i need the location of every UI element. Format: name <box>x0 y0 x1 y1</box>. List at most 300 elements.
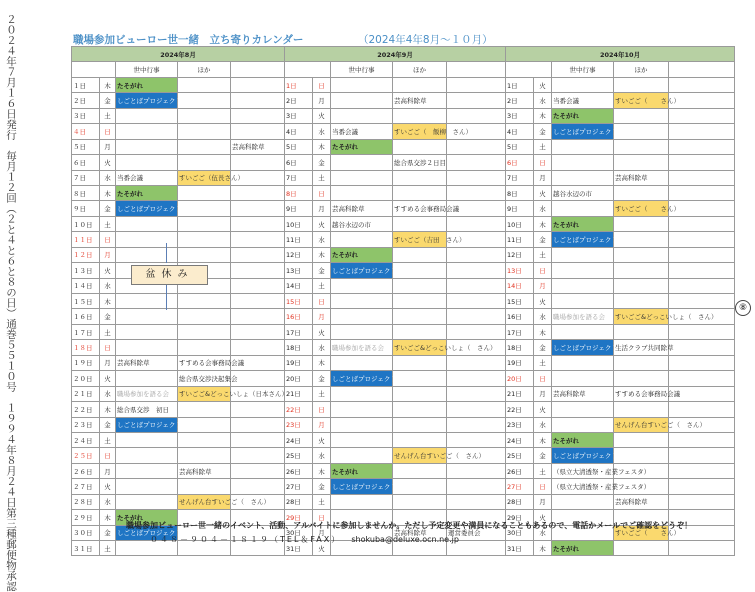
event-cell: しごとばプロジェクト <box>552 232 614 247</box>
other-cell <box>393 309 447 324</box>
day-number: １３日 <box>72 263 100 278</box>
day-number: 17日 <box>506 324 534 339</box>
extra-cell <box>231 371 285 386</box>
other-cell: すいごご（ さん） <box>614 201 669 216</box>
weekday: 日 <box>534 479 552 494</box>
day-row <box>285 340 506 355</box>
extra-cell <box>447 324 506 339</box>
other-cell <box>178 294 231 309</box>
day-number: 2日 <box>506 93 534 108</box>
weekday: 土 <box>100 432 116 447</box>
weekday: 金 <box>313 263 331 278</box>
subheader-other: ほか <box>393 62 447 77</box>
day-row <box>506 463 735 478</box>
other-cell <box>614 155 669 170</box>
day-number: 22日 <box>506 402 534 417</box>
other-cell <box>393 355 447 370</box>
other-cell <box>178 77 231 92</box>
subheader-other: ほか <box>178 62 231 77</box>
day-number: ３１日 <box>72 541 100 556</box>
day-row <box>285 155 506 170</box>
day-number: 31日 <box>506 541 534 556</box>
weekday: 火 <box>100 479 116 494</box>
event-cell <box>331 232 393 247</box>
weekday: 土 <box>534 247 552 262</box>
day-row <box>506 247 735 262</box>
weekday: 月 <box>100 355 116 370</box>
extra-cell <box>447 463 506 478</box>
event-cell: しごとばプロジェクト <box>552 124 614 139</box>
extra-cell <box>231 278 285 293</box>
side-vertical-text: ２０２４年７月１６日発行 毎月１２回（２と４と６と８の日）通巻５５１０号 １９９４年８月２４日第三種郵便物承認 <box>5 14 17 592</box>
event-cell <box>116 479 178 494</box>
weekday: 日 <box>534 263 552 278</box>
weekday: 火 <box>534 77 552 92</box>
other-cell: 総合県交渉２日目 <box>393 155 447 170</box>
other-cell <box>393 294 447 309</box>
day-number: 8日 <box>285 185 313 200</box>
day-number: １２日 <box>72 247 100 262</box>
day-row <box>72 309 285 324</box>
day-number: ８日 <box>72 185 100 200</box>
day-number: 13日 <box>285 263 313 278</box>
day-number: ２９日 <box>72 510 100 525</box>
page-number-mark: ⑧ <box>735 300 751 316</box>
event-cell <box>552 417 614 432</box>
weekday: 火 <box>313 432 331 447</box>
day-number: 7日 <box>506 170 534 185</box>
day-row <box>506 93 735 108</box>
day-number: 23日 <box>506 417 534 432</box>
day-row <box>506 124 735 139</box>
other-cell <box>614 216 669 231</box>
other-cell <box>178 448 231 463</box>
weekday: 木 <box>313 355 331 370</box>
day-number: 16日 <box>285 309 313 324</box>
extra-cell <box>447 278 506 293</box>
extra-cell <box>669 324 735 339</box>
day-number: 30日 <box>506 525 534 540</box>
extra-cell <box>231 93 285 108</box>
weekday: 月 <box>534 386 552 401</box>
day-row <box>285 201 506 216</box>
day-row <box>72 355 285 370</box>
day-number: 30日 <box>285 525 313 540</box>
event-cell <box>116 216 178 231</box>
weekday: 火 <box>534 185 552 200</box>
holiday-arrow-up <box>166 243 167 263</box>
calendar-title: 職場参加ビューロー世一緒 立ち寄りカレンダー <box>73 34 304 46</box>
extra-cell <box>669 355 735 370</box>
day-number: ３日 <box>72 108 100 123</box>
event-cell <box>116 309 178 324</box>
day-row <box>506 139 735 154</box>
day-number: 21日 <box>285 386 313 401</box>
other-cell <box>614 278 669 293</box>
weekday: 日 <box>313 510 331 525</box>
event-cell <box>552 324 614 339</box>
event-cell <box>116 139 178 154</box>
event-cell <box>116 247 178 262</box>
month-header: 2024年8月 <box>72 47 285 62</box>
day-row <box>72 170 285 185</box>
weekday: 水 <box>100 278 116 293</box>
event-cell <box>331 155 393 170</box>
day-row <box>285 309 506 324</box>
day-number: 22日 <box>285 402 313 417</box>
other-cell <box>178 93 231 108</box>
day-row <box>506 309 735 324</box>
day-row <box>506 232 735 247</box>
day-row <box>506 77 735 92</box>
event-cell: 職場参加を語る会 <box>116 386 178 401</box>
extra-cell <box>669 263 735 278</box>
event-cell <box>331 93 393 108</box>
calendar-september <box>284 46 506 556</box>
extra-cell <box>231 216 285 231</box>
other-cell: すすめる会事務局会議 <box>393 201 447 216</box>
event-cell <box>331 77 393 92</box>
day-number: ２日 <box>72 93 100 108</box>
weekday: 土 <box>534 463 552 478</box>
day-row <box>285 463 506 478</box>
event-cell: たそがれ <box>116 510 178 525</box>
day-number: 31日 <box>285 541 313 556</box>
day-row <box>285 294 506 309</box>
extra-cell <box>447 170 506 185</box>
event-cell: しごとばプロジェクト <box>116 201 178 216</box>
event-cell <box>552 278 614 293</box>
weekday: 月 <box>313 93 331 108</box>
day-row <box>506 155 735 170</box>
footer-contact <box>150 534 459 545</box>
subheader-blank <box>72 62 116 77</box>
day-number: １４日 <box>72 278 100 293</box>
day-number: 9日 <box>506 201 534 216</box>
day-row <box>72 108 285 123</box>
extra-cell <box>447 247 506 262</box>
event-cell: たそがれ <box>116 185 178 200</box>
weekday: 木 <box>313 247 331 262</box>
event-cell: 職場参加を語る会 <box>552 309 614 324</box>
day-number: 29日 <box>285 510 313 525</box>
day-number: ４日 <box>72 124 100 139</box>
holiday-arrow-down <box>166 284 167 310</box>
weekday: 月 <box>313 417 331 432</box>
extra-cell <box>447 309 506 324</box>
day-number: 28日 <box>285 494 313 509</box>
other-cell <box>614 263 669 278</box>
day-number: 18日 <box>285 340 313 355</box>
day-number: １５日 <box>72 294 100 309</box>
day-row <box>72 77 285 92</box>
other-cell: すいごご（ さん） <box>614 525 669 540</box>
event-cell <box>116 155 178 170</box>
extra-cell <box>447 417 506 432</box>
other-cell <box>614 324 669 339</box>
other-cell: すいごご（ さん） <box>614 93 669 108</box>
weekday: 土 <box>313 494 331 509</box>
day-number: １７日 <box>72 324 100 339</box>
other-cell: すいごご（ 飯柳 さん） <box>393 124 447 139</box>
event-cell <box>116 124 178 139</box>
day-number: 14日 <box>285 278 313 293</box>
day-row <box>72 494 285 509</box>
day-row <box>506 386 735 401</box>
day-row <box>72 402 285 417</box>
weekday: 火 <box>100 371 116 386</box>
event-cell: しごとばプロジェクト <box>331 371 393 386</box>
day-row <box>285 247 506 262</box>
day-number: ２５日 <box>72 448 100 463</box>
day-row <box>506 170 735 185</box>
other-cell <box>614 247 669 262</box>
extra-cell <box>447 216 506 231</box>
event-cell <box>331 278 393 293</box>
weekday: 日 <box>100 340 116 355</box>
day-number: 1日 <box>285 77 313 92</box>
day-row <box>506 479 735 494</box>
day-row <box>72 371 285 386</box>
other-cell: すすめる会事務局会議 <box>178 355 231 370</box>
day-number: 25日 <box>506 448 534 463</box>
weekday: 水 <box>534 525 552 540</box>
event-cell: しごとばプロジェクト <box>552 340 614 355</box>
weekday: 土 <box>100 216 116 231</box>
weekday: 日 <box>534 371 552 386</box>
day-row <box>506 340 735 355</box>
day-row <box>72 479 285 494</box>
extra-cell <box>231 124 285 139</box>
other-cell <box>614 402 669 417</box>
day-row <box>72 294 285 309</box>
other-cell <box>614 124 669 139</box>
weekday: 日 <box>313 294 331 309</box>
extra-cell <box>669 185 735 200</box>
extra-cell <box>231 417 285 432</box>
other-cell <box>178 216 231 231</box>
weekday: 木 <box>100 294 116 309</box>
event-cell <box>552 77 614 92</box>
day-number: １９日 <box>72 355 100 370</box>
day-number: 5日 <box>506 139 534 154</box>
extra-cell <box>231 263 285 278</box>
weekday: 土 <box>100 108 116 123</box>
extra-cell <box>231 324 285 339</box>
other-cell <box>393 185 447 200</box>
day-number: ２４日 <box>72 432 100 447</box>
other-cell: 芸高科除草 <box>178 463 231 478</box>
event-cell <box>331 494 393 509</box>
other-cell <box>178 340 231 355</box>
day-number: 8日 <box>506 185 534 200</box>
weekday: 金 <box>313 371 331 386</box>
day-number: 18日 <box>506 340 534 355</box>
day-number: ３０日 <box>72 525 100 540</box>
weekday: 金 <box>100 525 116 540</box>
extra-cell <box>231 402 285 417</box>
extra-cell <box>447 494 506 509</box>
event-cell <box>116 108 178 123</box>
weekday: 土 <box>313 278 331 293</box>
event-cell: たそがれ <box>331 247 393 262</box>
event-cell: 当番会議 <box>331 124 393 139</box>
day-row <box>285 402 506 417</box>
other-cell <box>614 77 669 92</box>
day-number: 4日 <box>285 124 313 139</box>
extra-cell <box>669 340 735 355</box>
day-number: 3日 <box>285 108 313 123</box>
event-cell: たそがれ <box>552 541 614 556</box>
extra-cell <box>447 108 506 123</box>
extra-cell <box>231 247 285 262</box>
day-number: １１日 <box>72 232 100 247</box>
day-row <box>506 294 735 309</box>
day-number: 15日 <box>285 294 313 309</box>
subheader-extra <box>447 62 506 77</box>
day-row <box>506 278 735 293</box>
event-cell <box>331 309 393 324</box>
weekday: 土 <box>313 170 331 185</box>
extra-cell <box>669 216 735 231</box>
extra-cell <box>669 371 735 386</box>
day-row <box>506 201 735 216</box>
day-number: 29日 <box>506 510 534 525</box>
day-row <box>72 185 285 200</box>
weekday: 月 <box>100 463 116 478</box>
day-row <box>506 371 735 386</box>
day-row <box>285 232 506 247</box>
other-cell <box>178 185 231 200</box>
extra-cell <box>669 294 735 309</box>
weekday: 月 <box>100 139 116 154</box>
other-cell <box>614 355 669 370</box>
other-cell <box>393 247 447 262</box>
event-cell: しごとばプロジェクト <box>331 479 393 494</box>
day-number: 25日 <box>285 448 313 463</box>
day-number: 17日 <box>285 324 313 339</box>
event-cell: しごとばプロジェクト <box>116 93 178 108</box>
day-number: 2日 <box>285 93 313 108</box>
event-cell <box>116 494 178 509</box>
weekday: 日 <box>100 124 116 139</box>
extra-cell <box>669 124 735 139</box>
day-number: ６日 <box>72 155 100 170</box>
weekday: 月 <box>313 201 331 216</box>
day-number: 7日 <box>285 170 313 185</box>
subheader-event: 世中行事 <box>552 62 614 77</box>
day-row <box>506 402 735 417</box>
other-cell: すいごご&どっこいしょ（日本さん） <box>178 386 231 401</box>
extra-cell: 運営委員会 <box>447 525 506 540</box>
event-cell <box>552 155 614 170</box>
weekday: 木 <box>534 541 552 556</box>
day-number: 13日 <box>506 263 534 278</box>
day-number: １８日 <box>72 340 100 355</box>
extra-cell <box>447 294 506 309</box>
extra-cell <box>669 77 735 92</box>
event-cell: しごとばプロジェクト <box>116 525 178 540</box>
day-row <box>72 386 285 401</box>
day-number: 10日 <box>506 216 534 231</box>
weekday: 金 <box>534 232 552 247</box>
event-cell <box>331 294 393 309</box>
weekday: 木 <box>534 432 552 447</box>
weekday: 金 <box>100 309 116 324</box>
weekday: 木 <box>534 216 552 231</box>
day-row <box>285 124 506 139</box>
other-cell: 芸高科除草 <box>614 494 669 509</box>
event-cell <box>116 463 178 478</box>
extra-cell <box>447 77 506 92</box>
weekday: 水 <box>100 386 116 401</box>
other-cell: せんげん台すいごご（ さん） <box>614 417 669 432</box>
weekday: 月 <box>313 309 331 324</box>
weekday: 日 <box>313 77 331 92</box>
weekday: 木 <box>313 139 331 154</box>
weekday: 火 <box>100 263 116 278</box>
day-number: １６日 <box>72 309 100 324</box>
weekday: 水 <box>100 170 116 185</box>
extra-cell <box>669 402 735 417</box>
weekday: 水 <box>534 201 552 216</box>
event-cell <box>116 371 178 386</box>
day-row <box>506 432 735 447</box>
other-cell: 総合県交渉決起集会 <box>178 371 231 386</box>
day-number: 5日 <box>285 139 313 154</box>
event-cell: 当番会議 <box>116 170 178 185</box>
footer-email[interactable]: shokuba@deluxe.ocn.ne.jp <box>351 535 459 544</box>
day-row <box>285 170 506 185</box>
other-cell <box>178 201 231 216</box>
event-cell: たそがれ <box>116 77 178 92</box>
weekday: 月 <box>534 494 552 509</box>
event-cell: たそがれ <box>552 216 614 231</box>
subheader-event: 世中行事 <box>331 62 393 77</box>
other-cell <box>614 108 669 123</box>
weekday: 金 <box>313 479 331 494</box>
day-number: 6日 <box>506 155 534 170</box>
day-row <box>72 432 285 447</box>
event-cell: たそがれ <box>331 463 393 478</box>
event-cell: 職場参加を語る会 <box>331 340 393 355</box>
weekday: 土 <box>100 324 116 339</box>
day-number: 19日 <box>506 355 534 370</box>
weekday: 水 <box>313 124 331 139</box>
day-number: 15日 <box>506 294 534 309</box>
extra-cell <box>447 93 506 108</box>
subheader-blank <box>285 62 331 77</box>
holiday-label: 盆休み <box>131 265 208 285</box>
weekday: 金 <box>534 124 552 139</box>
event-cell: たそがれ <box>552 432 614 447</box>
extra-cell <box>669 278 735 293</box>
subheader-extra <box>669 62 735 77</box>
event-cell <box>331 448 393 463</box>
event-cell <box>552 355 614 370</box>
other-cell <box>393 463 447 478</box>
day-number: １０日 <box>72 216 100 231</box>
day-number: 11日 <box>285 232 313 247</box>
day-row <box>72 324 285 339</box>
weekday: 水 <box>100 494 116 509</box>
weekday: 火 <box>313 324 331 339</box>
day-row <box>506 494 735 509</box>
event-cell <box>552 294 614 309</box>
event-cell: 総合県交渉 初日 <box>116 402 178 417</box>
extra-cell <box>231 108 285 123</box>
day-number: ２０日 <box>72 371 100 386</box>
